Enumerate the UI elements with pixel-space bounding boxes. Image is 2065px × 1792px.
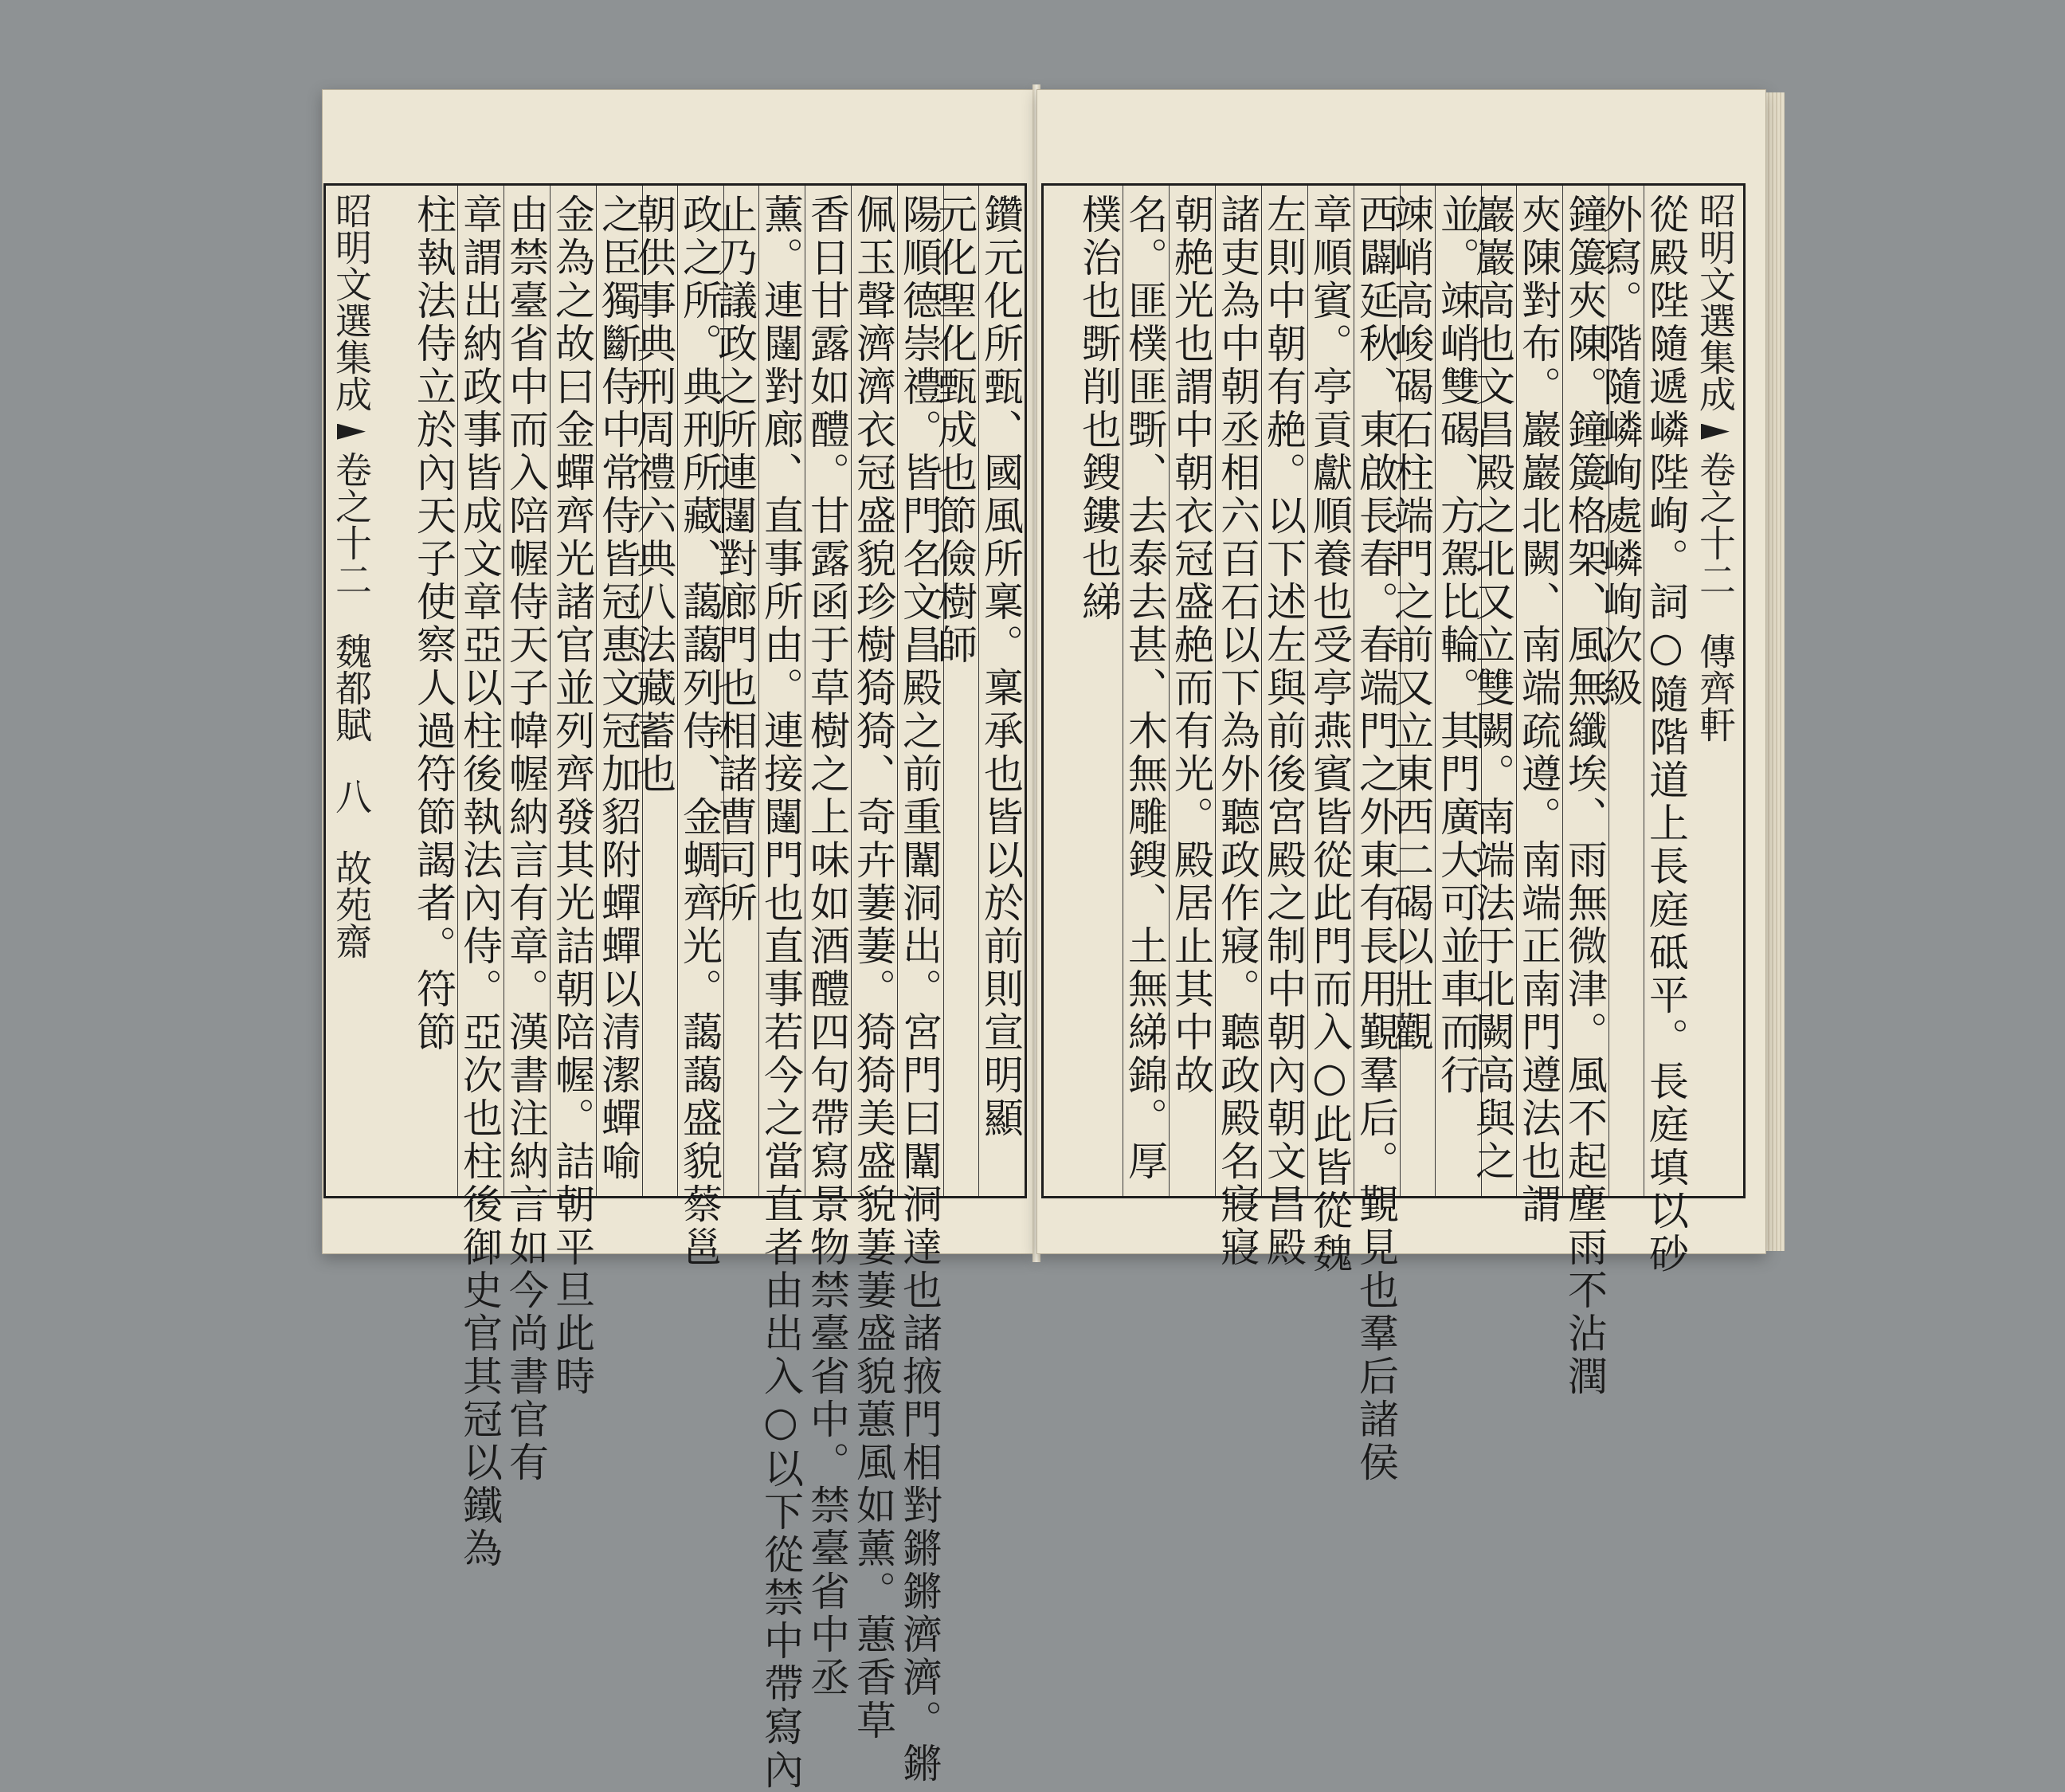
text-column: 鑽元化所甄、國風所稟。稟承也皆以於前則宣明顯 [978, 186, 1025, 1196]
margin-page-number: 八 [330, 778, 373, 814]
text-column: 鐘簴夾陳。鐘簴格架、風無纖埃、雨無微津。風不起塵雨不沾潤 [1562, 186, 1609, 1196]
fish-tail-mark-icon [1701, 424, 1730, 440]
text-column: 由禁臺省中而入陪幄侍天子幃幄納言有章。漢書注納言如今尚書官有 [504, 186, 550, 1196]
text-column: 陽順德崇禮。皆門名文昌殿之前重闈洞出。宮門曰闈洞達也諸掖門相對鏘鏘濟濟。鏘 [897, 186, 943, 1196]
text-column: 柱執法侍立於內天子使察人過符節謁者。符節 [410, 194, 456, 1054]
text-column: 並。竦峭雙碣、方駕比輪。其門廣大可並車而行 [1435, 186, 1481, 1196]
right-text-frame [1041, 183, 1690, 1484]
left-page-margin-column [323, 183, 379, 1198]
margin-book-title: 昭明文選集成 [1694, 192, 1737, 412]
text-column: 外寫。階隨嶙峋處嶙峋次級 [1609, 186, 1644, 1196]
margin-book-title: 昭明文選集成 [330, 192, 373, 412]
text-column: 朝供事典刑周禮六典八法藏蓄也 [642, 186, 677, 1196]
text-column: 竦峭高峻碣石柱端門之前又立東西二碣以壯觀 [1400, 186, 1435, 1196]
margin-chapter: 魏都賦 [330, 633, 373, 743]
left-columns [379, 186, 1025, 1792]
margin-publisher: 傳齊軒 [1694, 633, 1737, 743]
text-column: 政之所。典刑所藏、藹藹列侍、金蜩齊光。藹藹盛貌蔡邕 [677, 186, 723, 1196]
text-column: 樸治也斲削也鎪鏤也綈 [1076, 194, 1122, 624]
text-column: 章謂出納政事皆成文章亞以柱後執法內侍。亞次也柱後御史官其冠以鐵為 [457, 186, 504, 1196]
text-column: 左則中朝有赩。以下述左與前後宮殿之制中朝內朝文昌殿 [1261, 186, 1307, 1196]
text-column: 名。匪樸匪斲、去泰去甚、木無雕鎪、土無綈錦。厚 [1123, 186, 1169, 1196]
text-column: 巖巖高也文昌殿之北又立雙闕。南端法于北闕高與之 [1481, 186, 1516, 1196]
text-column: 之臣獨斷侍中常侍皆冠惠文冠加貂附蟬蟬以清潔蟬喻 [596, 186, 642, 1196]
text-column: 薰。連闥對廊、直事所由。連接闥門也直事若今之當直者由出入○以下從禁中帶寫內 [758, 186, 805, 1196]
margin-volume: 卷之十二 [1694, 451, 1737, 598]
fish-tail-mark-icon [337, 424, 366, 440]
text-column: 香日甘露如醴。甘露函于草樹之上味如酒醴四句帶寫景物禁臺省中。禁臺省中丞 [805, 186, 851, 1196]
margin-volume: 卷之十二 [330, 451, 373, 598]
text-column: 金為之故曰金蟬齊光諸官並列齊發其光詰朝陪幄。詰朝平旦此時 [550, 186, 596, 1196]
text-column: 諸吏為中朝丞相六百石以下為外聽政作寢。聽政殿名寢寢 [1215, 186, 1261, 1196]
text-column: 佩玉聲濟濟衣冠盛貌珍樹猗猗、奇卉萋萋。猗猗美盛貌萋萋盛貌蕙風如薰。蕙香草 [851, 186, 897, 1196]
right-page-margin-column [1690, 183, 1746, 1198]
margin-publisher: 故苑齋 [330, 849, 373, 959]
left-page [322, 89, 1035, 1792]
left-text-frame [379, 183, 1027, 1792]
text-column: 夾陳對布。巖巖北闕、南端疏遵。南端正南門遵法也謂 [1516, 186, 1562, 1196]
right-page [1036, 89, 1766, 1484]
text-column: 章順賓。亭貢獻順養也受亭燕賓皆從此門而入○此皆從魏 [1307, 186, 1354, 1196]
text-column: 西闢延秋、東啟長春。春端門之外東有長用覲羣后。覲見也羣后諸侯 [1354, 186, 1400, 1196]
text-column: 止乃議政之所連闥對廊門也相諸曹司所 [723, 186, 758, 1196]
right-columns [1044, 186, 1690, 1484]
text-column: 朝赩光也謂中朝衣冠盛赩而有光。殿居止其中故 [1169, 186, 1215, 1196]
text-column: 元化聖化甄成也節儉樹師 [943, 186, 978, 1196]
text-column: 從殿陛隨遞嶙陛峋。詞○隨階道上長庭砥平。長庭填以砂 [1644, 186, 1690, 1196]
